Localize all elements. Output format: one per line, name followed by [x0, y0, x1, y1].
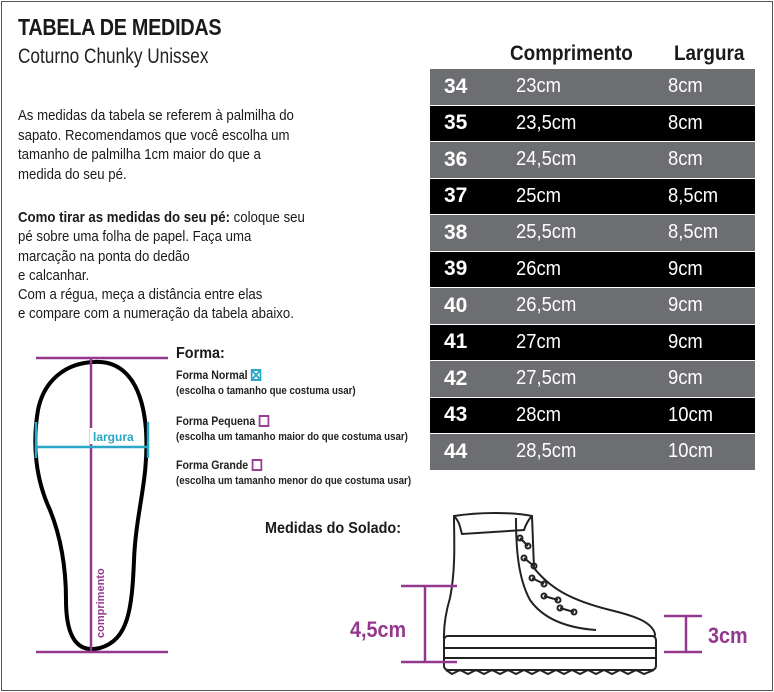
table-row: [430, 252, 755, 289]
length-cell: 28,5cm: [516, 440, 577, 463]
size-table: [430, 69, 755, 471]
size-cell: 38: [444, 220, 468, 244]
intro-line: sapato. Recomendamos que você escolha um: [18, 126, 290, 144]
page-title: TABELA DE MEDIDAS: [18, 14, 222, 40]
table-row: [430, 179, 755, 216]
intro-text: [18, 106, 335, 184]
length-cell: 23,5cm: [516, 111, 577, 134]
length-cell: 27cm: [516, 330, 561, 353]
width-cell: 8cm: [668, 75, 703, 98]
forma-grande-desc: (escolha um tamanho menor do que costuma usar): [176, 475, 412, 487]
length-cell: 27,5cm: [516, 367, 577, 390]
width-cell: 8,5cm: [668, 221, 719, 244]
howto-line: pé sobre uma folha de papel. Faça uma: [18, 228, 252, 246]
width-cell: 10cm: [668, 440, 713, 463]
width-cell: 8cm: [668, 111, 703, 134]
boot-icon: [444, 513, 656, 674]
howto-line: [18, 208, 352, 227]
width-cell: 8,5cm: [668, 184, 719, 207]
width-cell: 9cm: [668, 294, 703, 317]
howto-text: coloque seu: [229, 209, 305, 226]
forma-grande: [176, 458, 262, 472]
width-label: largura: [93, 430, 134, 444]
intro-line: medida do seu pé.: [18, 165, 127, 183]
insole-diagram: [18, 350, 198, 670]
size-cell: 41: [444, 330, 468, 354]
size-cell: 43: [444, 403, 468, 427]
length-cell: 23cm: [516, 75, 561, 98]
size-cell: 34: [444, 74, 468, 98]
width-cell: 10cm: [668, 403, 713, 426]
size-cell: 44: [444, 439, 468, 463]
column-header-length: Comprimento: [510, 42, 633, 65]
table-row: [430, 215, 755, 252]
column-header-width: Largura: [674, 42, 745, 65]
size-cell: 39: [444, 257, 468, 281]
checkbox-empty-icon: [259, 415, 270, 427]
width-cell: 9cm: [668, 367, 703, 390]
forma-normal-label: Forma Normal: [176, 368, 248, 382]
forma-pequena-desc: (escolha um tamanho maior do que costuma usar): [176, 431, 408, 443]
forma-normal: [176, 368, 262, 382]
table-row: [430, 398, 755, 435]
intro-line: tamanho de palmilha 1cm maior do que a: [18, 146, 261, 163]
howto-line: Com a régua, meça a distância entre elas: [18, 286, 263, 304]
table-row: [430, 325, 755, 362]
product-name: Coturno Chunky Unissex: [18, 45, 209, 68]
length-cell: 25cm: [516, 184, 561, 207]
total-height-label: 4,5cm: [350, 617, 407, 642]
forma-pequena-label: Forma Pequena: [176, 414, 256, 428]
width-cell: 8cm: [668, 148, 703, 171]
table-row: [430, 434, 755, 471]
length-cell: 28cm: [516, 403, 561, 426]
length-cell: 24,5cm: [516, 148, 577, 171]
table-row: [430, 361, 755, 398]
table-row: [430, 69, 755, 106]
howto-line: marcação na ponta do dedão: [18, 247, 190, 265]
size-cell: 37: [444, 184, 468, 208]
length-cell: 26cm: [516, 257, 561, 280]
how-to-measure: [18, 208, 352, 324]
forma-title: Forma:: [176, 345, 225, 362]
length-label: comprimento: [95, 568, 107, 638]
size-cell: 40: [444, 293, 468, 317]
total-height-marker: [395, 582, 475, 672]
howto-line: e calcanhar.: [18, 266, 90, 284]
width-cell: 9cm: [668, 330, 703, 353]
forma-grande-label: Forma Grande: [176, 458, 249, 472]
table-row: [430, 288, 755, 325]
size-cell: 36: [444, 147, 468, 171]
table-row: [430, 142, 755, 179]
sole-height-label: 3cm: [708, 623, 748, 648]
size-cell: 35: [444, 111, 468, 135]
intro-line: As medidas da tabela se referem à palmilha do: [18, 107, 294, 124]
table-row: [430, 106, 755, 143]
sole-measurements-title: Medidas do Solado:: [265, 520, 402, 537]
length-cell: 26,5cm: [516, 294, 577, 317]
checkbox-checked-icon: [251, 369, 262, 381]
size-cell: 42: [444, 366, 468, 390]
checkbox-empty-icon: [252, 459, 263, 471]
howto-label: Como tirar as medidas do seu pé:: [18, 209, 230, 226]
howto-line: e compare com a numeração da tabela abaixo.: [18, 305, 294, 323]
forma-pequena: [176, 414, 269, 428]
width-cell: 9cm: [668, 257, 703, 280]
length-cell: 25,5cm: [516, 221, 577, 244]
forma-normal-desc: (escolha o tamanho que costuma usar): [176, 385, 356, 397]
